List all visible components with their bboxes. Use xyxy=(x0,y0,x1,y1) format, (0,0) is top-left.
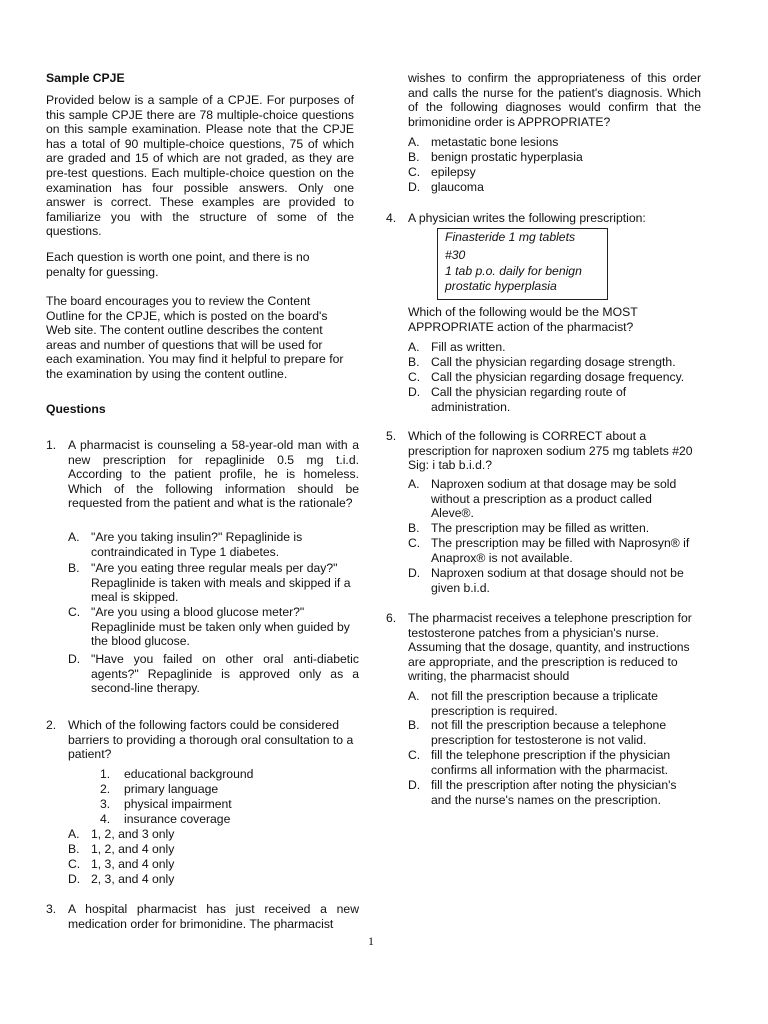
intro-paragraph: Provided below is a sample of a CPJE. For purposes of this sample CPJE there are 78 multiple-choice questions on this sample examination. Please note that the CPJE has a total of 90 multiple-choice questions, 75 of which are graded and 15 of which are not graded, as they are pre-test questions. Each multiple-choice question on the examination has four possible answers. Only one answer is correct. These examples are provided to familiarize you with the structure of some of the questions. xyxy=(46,93,354,239)
question-number: 6. xyxy=(386,611,397,625)
question-text: A hospital pharmacist has just received a new medication order for brimonidine. The pharmacist xyxy=(68,902,359,931)
question-number: 5. xyxy=(386,429,397,443)
option-text: "Are you taking insulin?" Repaglinide is contraindicated in Type 1 diabetes. xyxy=(91,530,303,559)
option-text: "Are you using a blood glucose meter?" Repaglinide must be taken only when guided by the blood glucose. xyxy=(91,605,350,649)
board-note: The board encourages you to review the Content Outline for the CPJE, which is posted on the board's Web site. The content outline describes the content areas and number of questions that will be used for each examination. You may find it helpful to prepare for the examination by using the content outline. xyxy=(46,294,344,381)
option-label: A. xyxy=(68,530,80,544)
prescription-box xyxy=(437,228,608,300)
question-text: wishes to confirm the appropriateness of this order and calls the nurse for the patient's diagnosis. Which of the following diagnoses would confirm that the brimonidine order is APPROPRIATE? xyxy=(408,71,701,129)
option-label: D. xyxy=(68,652,81,666)
option-label: B. xyxy=(68,561,80,575)
question-number: 4. xyxy=(386,211,397,225)
question-text: Which of the following is CORRECT about a prescription for naproxen sodium 275 mg tablets #20 Sig: i tab b.i.d.? xyxy=(408,429,693,473)
question-number: 1. xyxy=(46,438,57,452)
question-number: 3. xyxy=(46,902,57,916)
questions-heading: Questions xyxy=(46,402,106,416)
option-text: "Have you failed on other oral anti-diabetic agents?" Repaglinide is approved only as a second-line therapy. xyxy=(91,652,359,696)
question-text: A pharmacist is counseling a 58-year-old man with a new prescription for repaglinide 0.5 mg t.i.d. According to the patient profile, he is homeless. Which of the following information should be requested from the patient and what is the rationale? xyxy=(68,438,359,511)
option-text: "Are you eating three regular meals per day?" Repaglinide is taken with meals and skipped if a meal is skipped. xyxy=(91,561,351,605)
question-text: A physician writes the following prescription: xyxy=(408,211,646,225)
question-followup: Which of the following would be the MOST APPROPRIATE action of the pharmacist? xyxy=(408,305,638,334)
document-title: Sample CPJE xyxy=(46,71,125,85)
rx-drug: Finasteride 1 mg tablets xyxy=(445,230,576,244)
option-label: C. xyxy=(68,605,81,619)
rx-quantity: #30 xyxy=(445,247,466,262)
scoring-note: Each question is worth one point, and there is no penalty for guessing. xyxy=(46,250,310,279)
question-number: 2. xyxy=(46,718,57,732)
question-text: Which of the following factors could be considered barriers to providing a thorough oral consultation to a patient? xyxy=(68,718,354,762)
question-text: The pharmacist receives a telephone prescription for testosterone patches from a physician's nurse. Assuming that the dosage, quantity, and instructions are appropriate, and the prescription is reduced to writing, the pharmacist should xyxy=(408,611,692,684)
page-number: 1 xyxy=(368,934,374,948)
rx-sig: 1 tab p.o. daily for benign prostatic hyperplasia xyxy=(445,264,582,293)
